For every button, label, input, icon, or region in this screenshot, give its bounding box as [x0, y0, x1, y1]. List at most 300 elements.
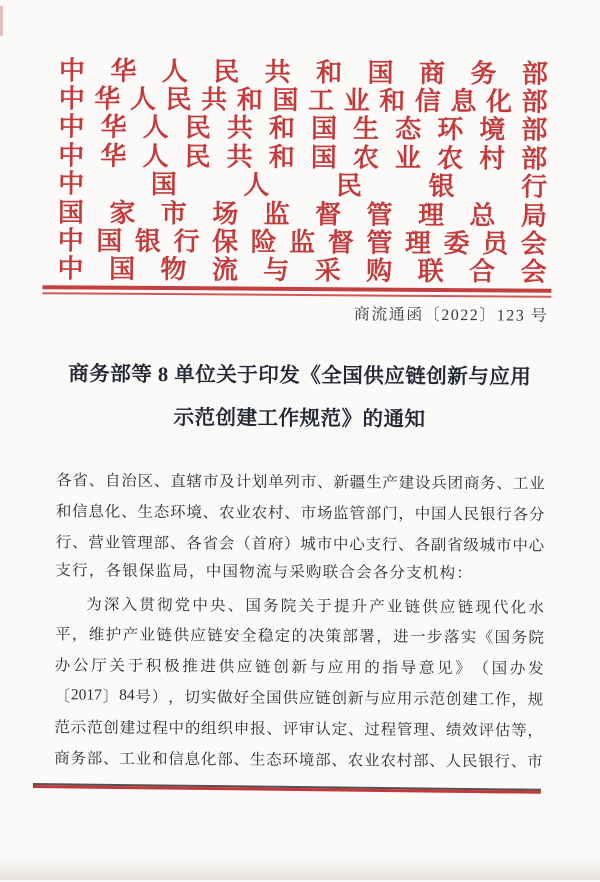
glyph: 环 [437, 115, 464, 145]
letterhead-divider-thin-line [42, 292, 551, 298]
glyph: 村 [479, 144, 506, 174]
glyph: 业 [235, 504, 251, 522]
glyph: 息 [88, 503, 105, 521]
glyph: 理 [417, 200, 445, 230]
glyph: 、 [317, 474, 333, 492]
glyph: 农 [380, 752, 396, 770]
glyph: 民 [335, 171, 363, 201]
glyph: 和 [268, 142, 295, 172]
glyph: 应 [298, 689, 315, 708]
glyph: 现 [475, 598, 491, 616]
glyph: 、 [347, 721, 364, 739]
glyph: 部 [412, 752, 429, 770]
glyph: 示 [70, 719, 87, 737]
glyph: 部 [521, 59, 549, 89]
glyph: 、 [429, 752, 445, 770]
glyph: 共 [264, 57, 291, 87]
glyph: 单 [268, 474, 284, 492]
glyph: 报 [250, 720, 266, 738]
glyph: 督 [315, 199, 342, 229]
glyph: 国 [108, 255, 136, 285]
glyph: 、 [121, 503, 137, 522]
glyph: 局 [520, 201, 548, 231]
glyph: 人 [142, 113, 169, 143]
glyph: 关 [109, 657, 125, 675]
glyph: 、 [510, 753, 527, 771]
glyph: 态 [266, 751, 282, 769]
glyph: ， [71, 626, 88, 644]
glyph: 办 [509, 660, 526, 678]
glyph: 理 [137, 534, 153, 552]
glyph: 部 [153, 534, 170, 553]
glyph: 评 [478, 722, 495, 740]
glyph: 进 [393, 629, 409, 647]
body-text-line [55, 618, 544, 652]
glyph: 城 [300, 535, 316, 554]
glyph: 计 [235, 473, 252, 492]
glyph: 生 [137, 504, 154, 522]
glyph: 发 [528, 660, 544, 678]
glyph: 积 [145, 658, 162, 676]
glyph: 见 [436, 660, 453, 678]
glyph: 营 [88, 534, 104, 552]
glyph: 国 [266, 689, 282, 707]
glyph: 会 [520, 257, 547, 288]
glyph: 市 [527, 753, 543, 771]
glyph: 部 [315, 751, 331, 769]
glyph: 务 [470, 58, 497, 89]
glyph: 设 [414, 475, 431, 493]
glyph: 建 [398, 475, 415, 493]
glyph: 范 [54, 719, 70, 737]
glyph: 指 [382, 659, 399, 677]
glyph: 管 [120, 534, 137, 552]
body-text-line [56, 495, 545, 529]
glyph: 省 [72, 472, 88, 490]
glyph: 副 [430, 536, 447, 555]
glyph: 各 [186, 535, 202, 553]
glyph: 列 [284, 474, 301, 492]
glyph: 规 [527, 691, 544, 709]
glyph: 〔 [54, 688, 71, 706]
glyph: 中 [58, 56, 86, 86]
glyph: 、 [202, 504, 219, 522]
glyph: 中 [58, 141, 85, 171]
glyph: 应 [327, 659, 344, 677]
glyph: 人 [445, 752, 462, 770]
glyph: 护 [105, 627, 122, 645]
glyph: 管 [396, 721, 413, 739]
glyph: 息 [450, 87, 477, 117]
glyph: 供 [218, 658, 235, 676]
glyph: 链 [457, 598, 474, 616]
glyph: 策 [325, 628, 342, 646]
glyph: 国 [96, 226, 123, 256]
glyph: 党 [174, 596, 191, 614]
glyph: 彻 [156, 596, 173, 614]
glyph: 市 [202, 473, 219, 491]
glyph: 与 [309, 659, 326, 677]
glyph: 国 [310, 142, 337, 173]
glyph: 信 [414, 86, 441, 117]
glyph: 民 [184, 142, 211, 172]
glyph: 区 [137, 473, 154, 491]
glyph: 组 [201, 720, 217, 738]
glyph: 合 [468, 257, 496, 287]
glyph: 务 [480, 475, 496, 493]
glyph: 商 [418, 58, 446, 88]
glyph: 购 [366, 256, 393, 287]
glyph: 务 [263, 597, 279, 615]
glyph: 创 [103, 719, 119, 737]
glyph: 、 [233, 751, 250, 769]
glyph: 务 [511, 629, 528, 647]
glyph: 城 [479, 537, 496, 555]
glyph: 农 [352, 143, 380, 173]
glyph: 国 [245, 597, 261, 615]
glyph: 贯 [139, 596, 155, 614]
glyph: 华 [110, 56, 137, 86]
glyph: 中 [168, 719, 185, 737]
glyph: 于 [316, 597, 332, 615]
glyph: 国 [367, 58, 394, 88]
glyph: 、 [227, 597, 244, 615]
glyph: 链 [156, 627, 173, 645]
notice-title-line-1: 商务部等 8 单位关于印发《全国供应链创新与应用 [68, 363, 532, 389]
glyph: 院 [528, 629, 544, 648]
glyph: 和 [236, 85, 263, 115]
glyph: 建 [462, 691, 478, 709]
glyph: 中 [192, 596, 208, 614]
document-reference-number: 商流通函〔2022〕123 号 [353, 306, 549, 325]
glyph: 升 [351, 597, 368, 616]
glyph: 织 [217, 720, 234, 738]
glyph: 民 [184, 113, 211, 143]
glyph: 2017 [70, 686, 103, 704]
glyph: 部 [521, 116, 548, 146]
glyph: 产 [369, 598, 385, 616]
glyph: 心 [528, 537, 545, 555]
glyph: 民 [461, 752, 478, 770]
glyph: ， [398, 505, 415, 523]
glyph: 全 [240, 627, 257, 646]
glyph: 过 [364, 721, 380, 739]
glyph: 行 [496, 506, 512, 524]
body-text-line [54, 680, 543, 714]
glyph: 和 [379, 86, 406, 116]
glyph: 市 [496, 537, 512, 555]
glyph: 监 [333, 505, 349, 523]
glyph: 信 [72, 503, 88, 521]
glyph: 农 [347, 751, 364, 770]
glyph: 国 [430, 506, 447, 524]
glyph: 作 [494, 691, 511, 709]
glyph: 联 [417, 257, 444, 287]
glyph: 链 [207, 627, 223, 645]
glyph: 境 [186, 504, 202, 522]
glyph: 建 [119, 719, 136, 737]
glyph: ， [527, 722, 543, 740]
glyph: 国 [310, 114, 338, 144]
glyph: 省 [447, 537, 463, 555]
glyph: 申 [233, 720, 250, 738]
glyph: 会 [218, 535, 235, 553]
glyph: 农 [251, 504, 268, 522]
glyph: （ [235, 535, 251, 553]
glyph: 落 [443, 629, 460, 647]
glyph: 《 [477, 629, 494, 647]
glyph: 入 [121, 596, 138, 614]
glyph: 推 [182, 658, 198, 676]
glyph: 为 [86, 596, 102, 614]
glyph: 公 [72, 657, 89, 675]
glyph: 员 [482, 229, 509, 259]
letterhead-issuers [57, 54, 549, 288]
glyph: 于 [127, 657, 144, 676]
glyph: ， [511, 691, 527, 709]
glyph: 心 [349, 536, 365, 554]
glyph: 好 [233, 689, 250, 707]
glyph: 民 [213, 57, 240, 87]
glyph: 等 [511, 722, 527, 740]
glyph: 自 [104, 473, 121, 491]
glyph: 业 [364, 752, 380, 770]
glyph: 与 [263, 256, 290, 286]
glyph: 人 [142, 141, 169, 171]
glyph: 央 [209, 596, 226, 615]
glyph: 平 [54, 626, 71, 644]
body-text-line: 支行，各银保监局，中国物流与采购联合会各分支机构： [55, 562, 474, 583]
glyph: 物 [160, 255, 187, 285]
glyph: 化 [200, 750, 217, 768]
glyph: 场 [212, 199, 239, 229]
glyph: 链 [404, 598, 421, 616]
glyph: 中 [512, 537, 528, 555]
glyph: 级 [463, 537, 480, 555]
glyph: 直 [170, 473, 186, 491]
glyph: 、 [153, 473, 170, 491]
glyph: 人 [129, 84, 157, 115]
glyph: 流 [211, 255, 238, 286]
glyph: 水 [528, 599, 544, 617]
glyph: 中 [57, 254, 84, 284]
glyph: 中 [414, 505, 431, 524]
notice-body [54, 464, 545, 775]
body-text-line [55, 649, 544, 683]
glyph: 商 [463, 475, 480, 493]
glyph: 国 [272, 85, 299, 116]
glyph: 切 [184, 689, 201, 707]
glyph: 督 [327, 228, 354, 258]
glyph: 和 [316, 57, 343, 87]
glyph: 行 [381, 536, 398, 554]
glyph: 部 [217, 750, 233, 769]
notice-title-line-2: 示范创建工作规范》的通知 [173, 406, 426, 431]
glyph: 用 [345, 659, 362, 677]
glyph: 部 [86, 750, 103, 768]
glyph: 村 [396, 752, 413, 770]
glyph: 的 [291, 628, 308, 646]
glyph: 华 [100, 113, 127, 143]
glyph: 创 [445, 690, 462, 709]
glyph: 部 [521, 87, 548, 117]
glyph: 银 [479, 506, 496, 524]
glyph: 厅 [91, 657, 107, 675]
glyph: 供 [282, 689, 299, 707]
glyph: 决 [308, 628, 325, 646]
glyph: 工 [119, 750, 135, 768]
glyph: 生 [365, 474, 382, 492]
glyph: 业 [394, 143, 422, 173]
glyph: 署 [359, 628, 375, 646]
glyph: 、 [331, 751, 348, 769]
glyph: 定 [274, 628, 291, 646]
glyph: 、 [284, 505, 300, 523]
glyph: 、 [266, 720, 283, 738]
glyph: 管 [366, 228, 393, 258]
glyph: 定 [331, 720, 348, 739]
glyph: 范 [86, 719, 103, 737]
letterhead-line [59, 83, 548, 115]
glyph: ） [151, 688, 168, 707]
glyph: 估 [494, 722, 511, 740]
glyph: 工 [478, 691, 495, 709]
glyph: 应 [439, 598, 456, 616]
glyph: 深 [103, 596, 120, 614]
glyph: 部 [365, 505, 382, 523]
glyph: 业 [343, 86, 370, 116]
glyph: 市 [316, 536, 333, 554]
glyph: 业 [104, 534, 121, 552]
glyph: 用 [396, 690, 413, 708]
glyph: 部 [342, 628, 358, 646]
body-text-line [54, 741, 543, 775]
glyph: 创 [331, 690, 348, 708]
glyph: 中 [332, 536, 349, 554]
glyph: 管 [349, 505, 366, 523]
glyph: 与 [364, 690, 380, 708]
glyph: 市 [300, 474, 317, 492]
glyph: 业 [386, 598, 403, 616]
glyph: 分 [528, 506, 545, 524]
glyph: 代 [492, 598, 509, 617]
letterhead-line [58, 139, 548, 174]
glyph: 全 [249, 689, 266, 707]
glyph: 行 [173, 227, 200, 257]
glyph: 划 [251, 474, 268, 492]
glyph: 维 [88, 626, 105, 645]
glyph: 国 [57, 197, 85, 228]
glyph: 家 [109, 198, 136, 228]
glyph: 各 [56, 472, 72, 490]
glyph: 实 [200, 689, 217, 707]
glyph: 〕 [102, 688, 119, 706]
glyph: 和 [268, 114, 296, 144]
glyph: 险 [250, 227, 277, 257]
glyph: 工 [512, 475, 529, 493]
glyph: 、 [88, 472, 105, 491]
glyph: 产 [122, 627, 139, 645]
glyph: 农 [218, 504, 235, 522]
glyph: 及 [219, 473, 235, 491]
glyph: 中 [57, 226, 84, 256]
glyph: 市 [300, 505, 317, 523]
glyph: 委 [443, 229, 470, 259]
glyph: 应 [380, 690, 397, 708]
glyph: 、 [169, 535, 186, 553]
glyph: 业 [529, 475, 545, 494]
glyph: 态 [153, 504, 170, 522]
glyph: 场 [316, 505, 333, 523]
glyph: 监 [289, 227, 316, 258]
glyph: 共 [201, 85, 228, 115]
glyph: 、 [71, 534, 88, 552]
glyph: 省 [202, 535, 219, 553]
glyph: 总 [469, 200, 496, 231]
glyph: 应 [190, 627, 206, 645]
glyph: ） [283, 535, 300, 553]
glyph: 效 [462, 721, 478, 740]
glyph: 银 [134, 226, 162, 257]
glyph: 疆 [349, 474, 366, 492]
glyph: 创 [273, 658, 289, 677]
glyph: 门 [382, 505, 398, 523]
glyph: 生 [249, 751, 266, 769]
glyph: 》 [455, 660, 471, 678]
glyph: 产 [382, 474, 398, 493]
glyph: 过 [135, 719, 152, 737]
glyph: 供 [173, 627, 189, 645]
glyph: 中 [58, 169, 85, 199]
glyph: 各 [512, 506, 529, 524]
glyph: 府 [267, 535, 284, 553]
glyph: 供 [422, 598, 438, 616]
glyph: 华 [94, 84, 121, 114]
glyph: 绩 [445, 721, 462, 739]
glyph: 化 [104, 503, 121, 521]
glyph: 兵 [431, 475, 447, 493]
notice-title [39, 353, 560, 442]
glyph: 境 [479, 115, 506, 145]
glyph: 进 [200, 658, 216, 676]
glyph: （ [473, 660, 490, 678]
glyph: 新 [333, 474, 349, 492]
glyph: 国 [150, 170, 177, 200]
scan-edge-mark [0, 6, 3, 36]
glyph: 化 [510, 599, 527, 617]
glyph: 、 [429, 721, 446, 739]
glyph: 业 [135, 750, 152, 768]
glyph: 链 [254, 658, 271, 676]
glyph: 、 [398, 536, 414, 554]
glyph: 监 [263, 199, 290, 229]
glyph: 商 [54, 749, 70, 767]
glyph: 安 [224, 627, 240, 645]
glyph: 共 [226, 113, 253, 144]
glyph: ， [376, 628, 392, 647]
glyph: ， [168, 689, 184, 707]
glyph: 实 [460, 629, 477, 647]
glyph: 新 [347, 690, 364, 708]
glyph: 号 [135, 688, 152, 706]
glyph: 国 [494, 629, 511, 647]
glyph: 程 [380, 721, 397, 739]
glyph: 院 [280, 597, 297, 615]
glyph: 应 [236, 658, 253, 676]
glyph: 民 [165, 85, 192, 115]
glyph: 支 [365, 536, 382, 554]
glyph: 理 [413, 721, 429, 739]
